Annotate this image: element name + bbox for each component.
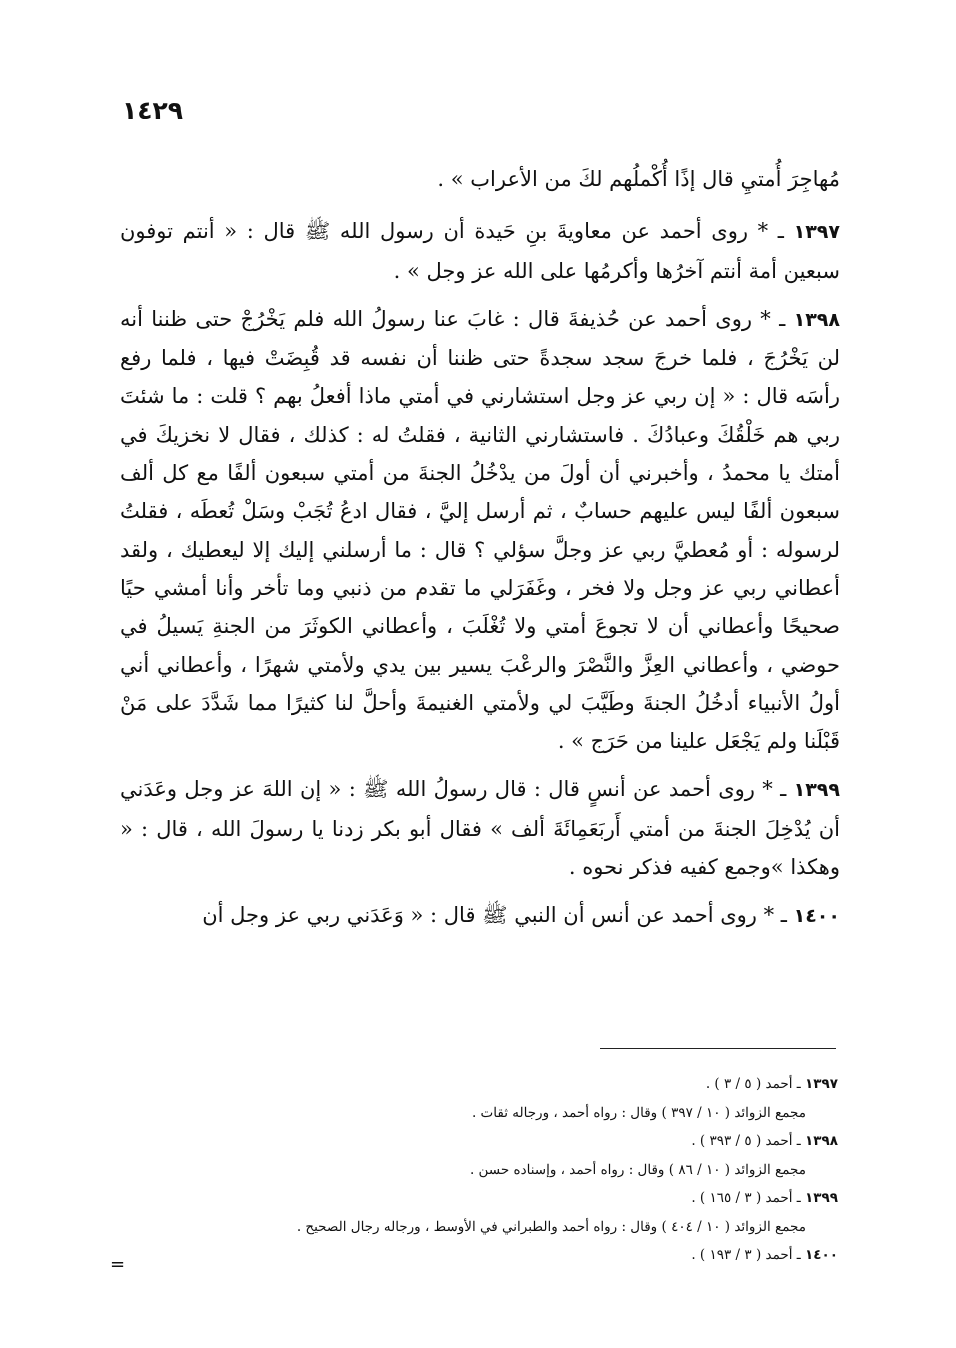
paragraph-text: ـ * روى أحمد عن أنس أن النبي ﷺ قال : « وَعَدَني ربي عز وجل أن bbox=[202, 903, 794, 928]
hadith-1397 bbox=[120, 212, 840, 290]
footnote-text: ـ أحمد ( ٥ / ٣ ) . bbox=[705, 1076, 806, 1092]
hadith-number: ١٣٩٧ bbox=[793, 221, 840, 244]
footnote-text: ـ أحمد ( ٣ / ١٦٥ ) . bbox=[691, 1190, 806, 1206]
footnote-text: ـ أحمد ( ٥ / ٣٩٣ ) . bbox=[691, 1133, 806, 1149]
footnote-reference bbox=[150, 1241, 838, 1270]
footnote-reference bbox=[150, 1184, 838, 1213]
hadith-number: ١٣٩٨ bbox=[793, 308, 840, 331]
paragraph-continuation bbox=[120, 160, 840, 198]
footnote-number: ١٣٩٩ bbox=[805, 1190, 838, 1206]
footnote-reference bbox=[150, 1070, 838, 1099]
hadith-1400 bbox=[120, 896, 840, 935]
footnote-source bbox=[150, 1213, 838, 1242]
page-number: ١٤٢٩ bbox=[122, 96, 184, 125]
continuation-mark: = bbox=[110, 1254, 126, 1275]
footnote-text: ـ أحمد ( ٣ / ١٩٣ ) . bbox=[691, 1247, 806, 1263]
footnote-number: ١٤٠٠ bbox=[805, 1247, 838, 1263]
footnotes bbox=[150, 1070, 838, 1270]
paragraph-text: ـ * روى أحمد عن حُذيفةَ قال : غابَ عنا رسولُ الله فلم يَخْرُجْ حتى ظننا أنه لن يَخْرُجَ ، فلما خرجَ سجد سجدةً حتى ظننا أن نفسه قد قُبِضَتْ فيها ، فلما رفع رأسَه قال : « إن ربي عز وجل استشارني في أمتي ماذا أفعلُ بهم ؟ قلت : ما شئتَ ربي هم خَلْقُكَ وعبادُكَ . فاستشارني الثانية ، فقلتُ له : كذلك ، فقال لا نخزيكَ في أمتك يا محمدُ ، وأخبرني أن أولَ من يدْخُلُ الجنةَ من أمتي سبعون ألفًا مع كل ألف سبعون ألفًا ليس عليهم حسابٌ ، ثم أرسل إليَّ ، فقال ادعُ تُجَبْ وسَلْ تُعطَه ، فقلتُ لرسوله : أو مُعطيَّ ربي عز وجلَّ سؤلي ؟ قال : ما أرسلني إليك إلا ليعطيك ، ولقد أعطاني ربي عز وجل ولا فخر ، وغَفَرَلي ما تقدم من ذنبي وما تأخر وأنا أمشي حيًا صحيحًا وأعطاني أن لا تجوعَ أمتي ولا تُغْلَبَ ، وأعطاني الكوثَرَ من الجنةِ يَسيلُ في حوضي ، وأعطاني العِزَّ والنَّصْرَ والرعْبَ يسير بين يدي ولأمتي شهرًا ، وأعطاني أني أولُ الأنبياء أدخُلُ الجنةَ وطَيَّبَ لي ولأمتي الغنيمةَ وأحلَّ لنا كثيرًا مما شَدَّدَ على مَنْ قَبْلَنا ولم يَجْعَل علينا من حَرَج » . bbox=[120, 306, 840, 754]
paragraph-text: ـ * روى أحمد عن معاويةَ بنِ حَيدة أن رسول الله ﷺ قال : « أنتم توفون سبعين أمة أنتم آخرُها وأكرمُها على الله عز وجل » . bbox=[120, 219, 840, 283]
footnote-text: مجمع الزوائد ( ١٠ / ٤٠٤ ) وقال : رواه أحمد والطبراني في الأوسط ، ورجاله رجال الصحيح . bbox=[296, 1218, 806, 1235]
hadith-number: ١٤٠٠ bbox=[793, 905, 840, 928]
footnote-source bbox=[150, 1156, 838, 1185]
footnote-text: مجمع الزوائد ( ١٠ / ٣٩٧ ) وقال : رواه أحمد ، ورجاله ثقات . bbox=[471, 1104, 806, 1121]
hadith-number: ١٣٩٩ bbox=[793, 779, 840, 802]
footnote-number: ١٣٩٨ bbox=[805, 1133, 838, 1149]
hadith-1399 bbox=[120, 770, 840, 886]
hadith-1398 bbox=[120, 300, 840, 761]
paragraph-text: مُهاجِرَ أُمتيِ قال إذًا أُكْملُهم لكَ من الأعراب » . bbox=[437, 167, 840, 191]
footnote-number: ١٣٩٧ bbox=[805, 1076, 838, 1092]
footnote-text: مجمع الزوائد ( ١٠ / ٨٦ ) وقال : رواه أحمد ، وإسناده حسن . bbox=[469, 1161, 806, 1178]
main-text bbox=[120, 160, 840, 946]
footnote-divider bbox=[600, 1048, 836, 1049]
footnote-reference bbox=[150, 1127, 838, 1156]
footnote-source bbox=[150, 1099, 838, 1128]
paragraph-text: ـ * روى أحمد عن أنسٍ قال : قال رسولُ الله ﷺ : « إن اللهَ عز وجل وعَدَني أن يُدْخِلَ الجنةَ من أمتي أَربَعَمِائَةَ ألف » فقال أبو بكر زدنا يا رسولَ الله ، قال : « وهكذا »وجمع كفيه فذكر نحوه . bbox=[120, 777, 840, 880]
